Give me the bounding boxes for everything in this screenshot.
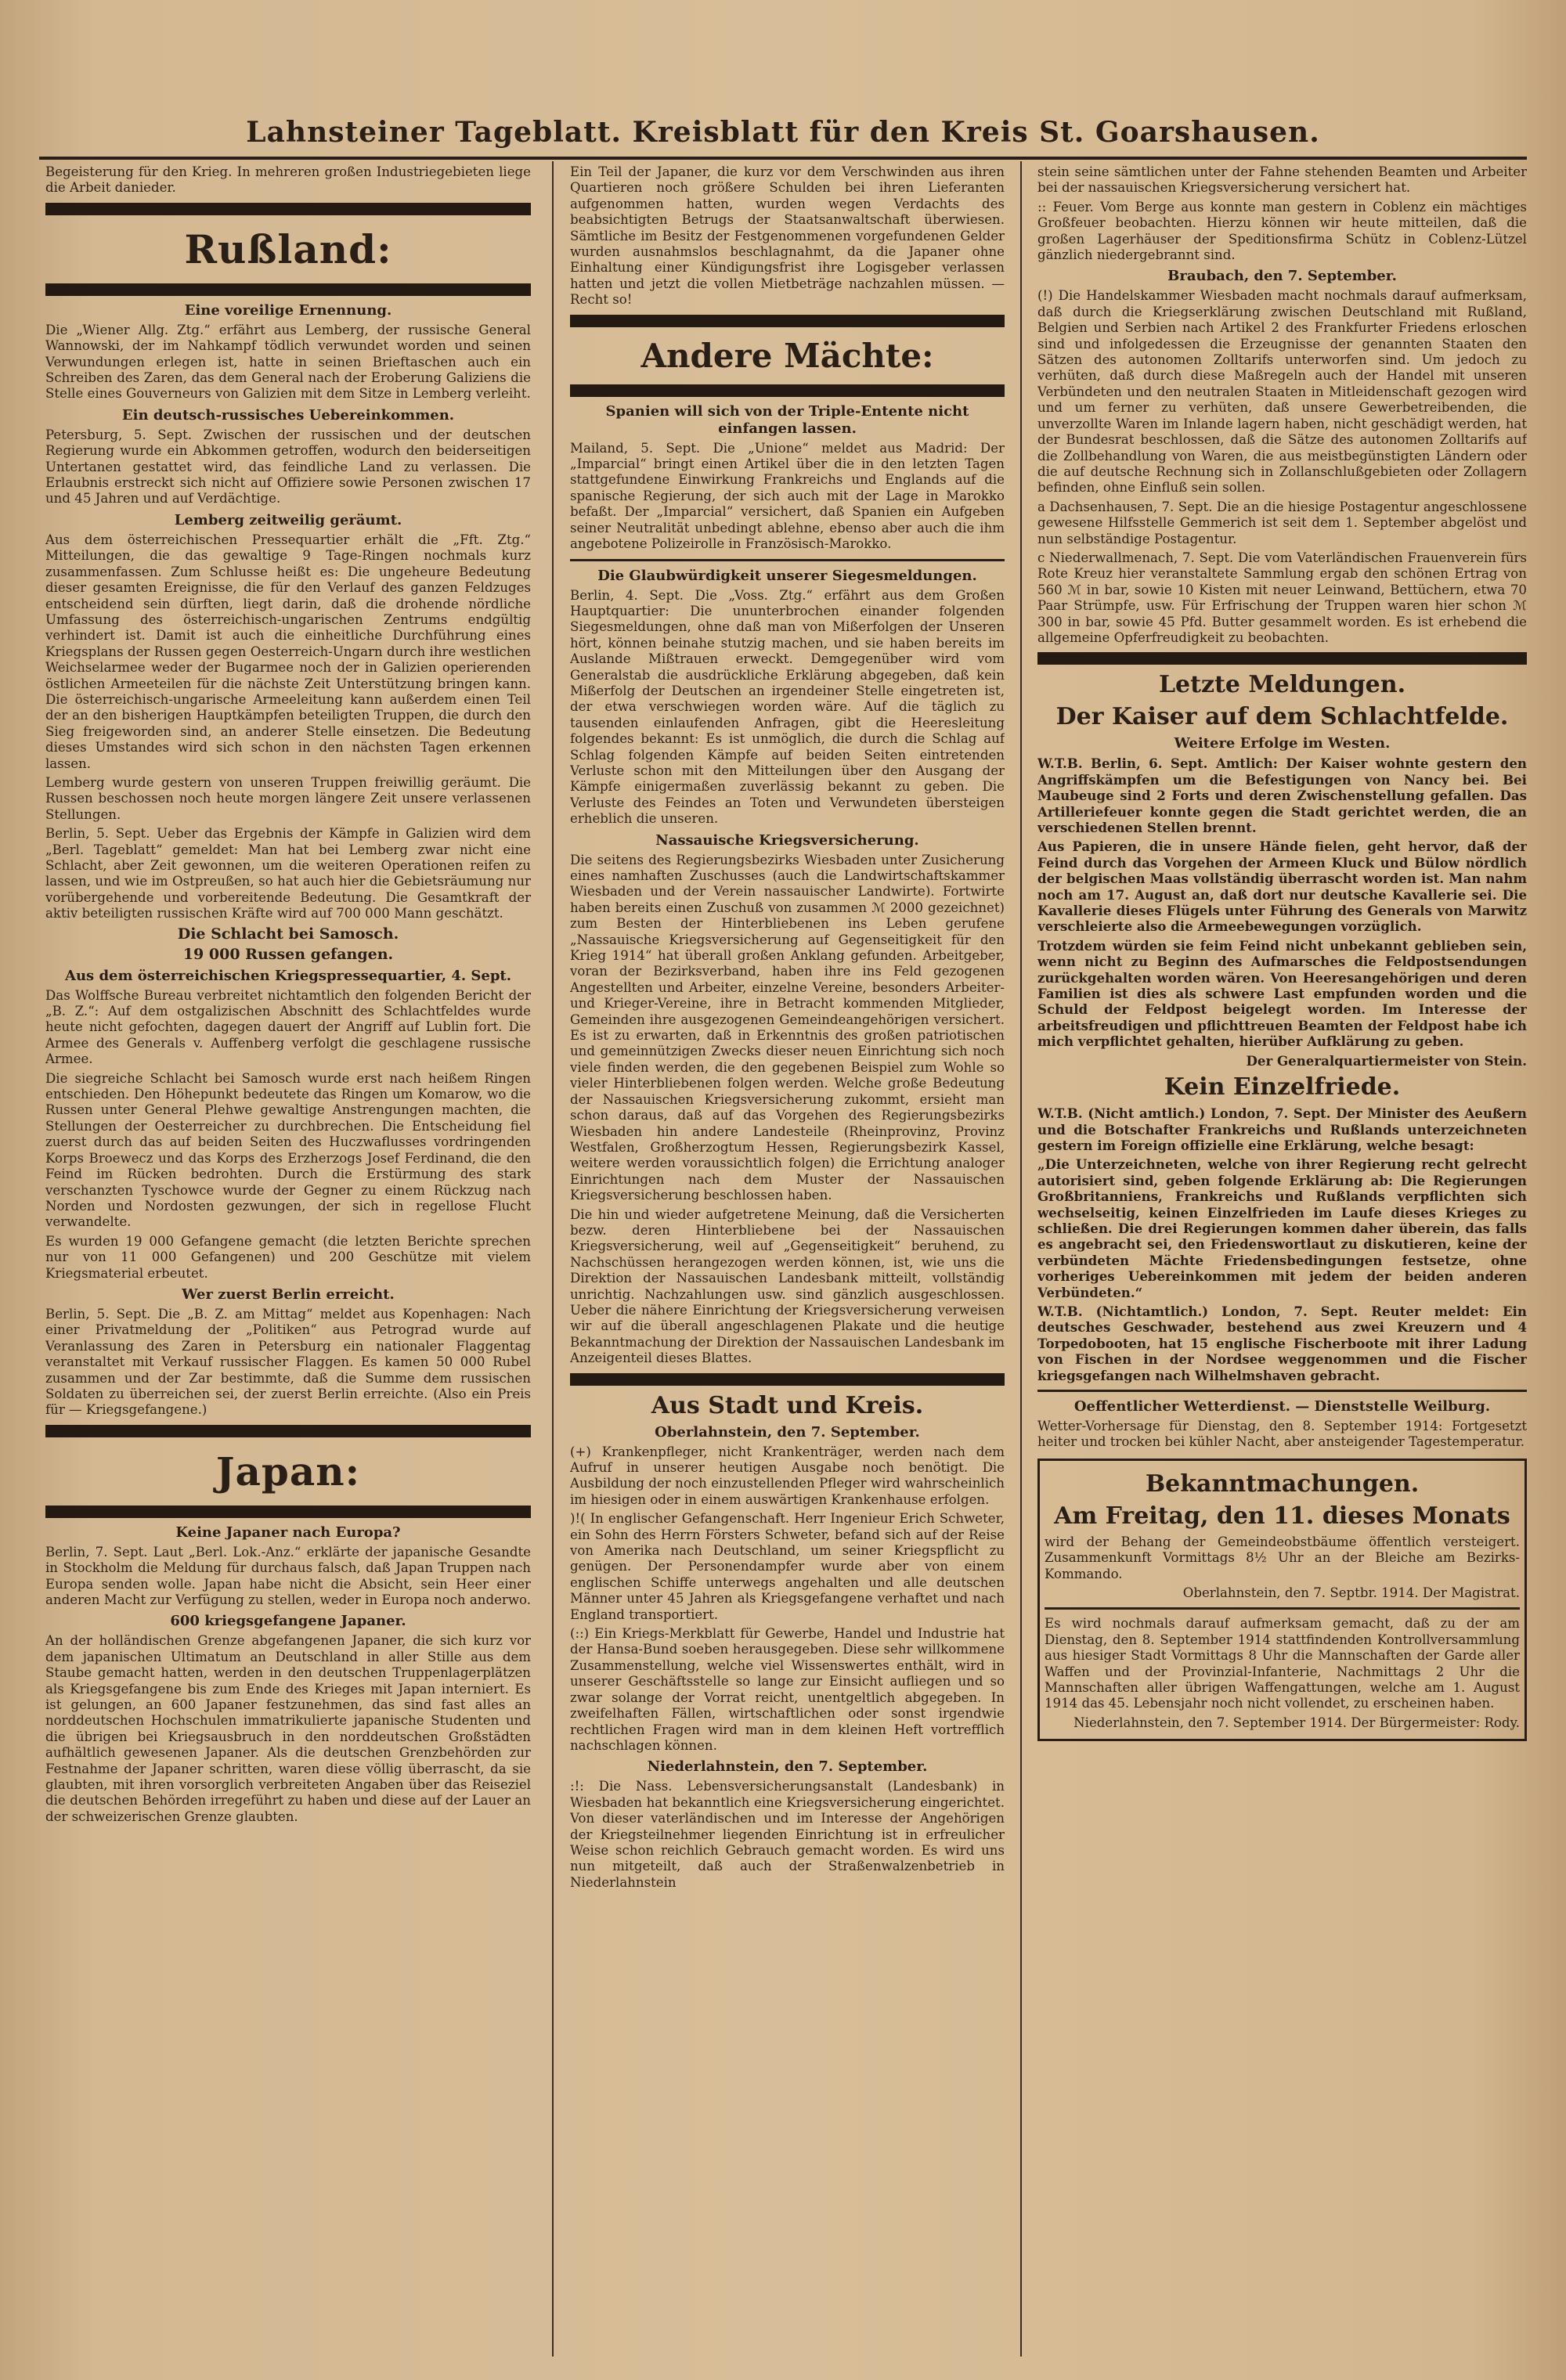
paragraph: wird der Behang der Gemeindeobstbäume öffentlich versteigert. Zusammenkunft Vormittags 8½ Uhr an der Bleiche am Bezirks-Kommando. [1045,1534,1520,1581]
paragraph: Trotzdem würden sie feim Feind nicht unbekannt geblieben sein, wenn nicht zu Beginn des Aufmarsches die Feldpostsendungen zurückgehalten worden wären. Von Heeresangehörigen und deren Familien ist dies als schwere Last empfunden worden und die Schuld der Feldpost beigelegt worden. Im Interesse der arbeitsfreudigen und pflichttreuen Beamten der Feldpost habe ich mich verpflichtet gehalten, hierüber Aufklärung zu geben. [1037,937,1527,1050]
paragraph: W.T.B. (Nicht amtlich.) London, 7. Sept. Der Minister des Aeußern und die Botschafter Frankreichs und Rußlands unterzeichneten gestern im Foreign offizielle eine Erklärung, welche besagt: [1037,1105,1527,1153]
section-rule [570,1373,1005,1386]
paragraph: )!( In englischer Gefangenschaft. Herr Ingenieur Erich Schweter, ein Sohn des Herrn Försters Schweter, befand sich auf der Reise von Amerika nach Deutschland, um seiner Kriegspflicht zu genügen. Der Personendampfer wurde aber von einem englischen Schiffe unterwegs angehalten und alle deutschen Männer unter 45 Jahren als Kriegsgefangene verhaftet und nach England transportiert. [570,1511,1005,1622]
article-heading: Oberlahnstein, den 7. September. [655,1423,920,1441]
paragraph: Begeisterung für den Krieg. In mehreren großen Industriegebieten liege die Arbeit danieder. [45,164,531,196]
section-rule [570,315,1005,327]
section-rule [45,1506,531,1518]
column-divider [1020,161,1022,2357]
paragraph: Berlin, 5. Sept. Die „B. Z. am Mittag“ meldet aus Kopenhagen: Nach einer Privatmeldung der „Politiken“ aus Petrograd wurde auf Veranlassung des Zaren in Petersburg ein nationaler Flaggentag veranstaltet mit Verkauf russischer Flaggen. Es kamen 50 000 Rubel zusammen und der Zar bestimmte, daß die Summe dem russischen Soldaten zu überreichen sei, der zuerst Berlin erreichte. (Also ein Preis für — Kriegsgefangene.) [45,1306,531,1418]
bold-article [1037,755,1527,1069]
article-heading: 19 000 Russen gefangen. [182,945,394,963]
paragraph: Das Wolffsche Bureau verbreitet nichtamtlich den folgenden Bericht der „B. Z.“: Auf dem ostgalizischen Abschnitt des Schlachtfeldes wurde heute nicht gefochten, dagegen dauert der Angriff auf Lublin fort. Die Armee des Generals v. Auffenberg verfolgt die geschlagene russische Armee. [45,987,531,1067]
section-rule [45,283,531,296]
article-heading: Wer zuerst Berlin erreicht. [182,1286,395,1303]
paragraph: Aus Papieren, die in unsere Hände fielen, geht hervor, daß der Feind durch das Vorgehen der Armeen Kluck und Bülow nördlich der belgischen Maas vollständig überrascht worden ist. Man nahm noch am 17. August an, daß dort nur deutsche Kavallerie sei. Die Kavallerie dieses Flügels unter Führung des Generals von Marwitz verschleierte also die Armeebewegungen vorzüglich. [1037,838,1527,935]
article-heading: Lemberg zeitweilig geräumt. [174,511,402,528]
article-heading: 600 kriegsgefangene Japaner. [170,1613,406,1630]
paragraph: Die hin und wieder aufgetretene Meinung, daß die Versicherten bezw. deren Hinterbliebene bei der Nassauischen Kriegsversicherung, weil auf „Gegenseitigkeit“ beruhend, zu Nachschüssen herangezogen werden können, ist, wie uns die Direktion der Nassauischen Landesbank mitteilt, vollständig unrichtig. Nachzahlungen usw. sind gänzlich ausgeschlossen. Ueber die nähere Einrichtung der Kriegsversicherung verweisen wir auf die überall angeschlagenen Plakate und die heutige Bekanntmachung der Direktion der Nassauischen Landesbank im Anzeigenteil dieses Blattes. [570,1206,1005,1366]
paragraph: Berlin, 5. Sept. Ueber das Ergebnis der Kämpfe in Galizien wird dem „Berl. Tageblatt“ gemeldet: Man hat bei Lemberg zwar nicht eine Schlacht, aber Zeit gewonnen, um die weiteren Operationen reifen zu lassen, und wie im Ostpreußen, so hat auch hier die Gebietsräumung nur vorübergehende und vorbereitende Bedeutung. Die Gesamtkraft der aktiv beteiligten russischen Kräfte wird auf 700 000 Mann geschätzt. [45,826,531,921]
section-heading: Der Kaiser auf dem Schlachtfelde. [1055,703,1509,731]
notices-box [1037,1459,1527,1741]
paragraph: :: Feuer. Vom Berge aus konnte man gestern in Coblenz ein mächtiges Großfeuer beobachten. Hierzu können wir heute mitteilen, daß die großen Lagerhäuser der Speditionsfirma Schütz in Coblenz-Lützel gänzlich niedergebrannt sind. [1037,199,1527,263]
paragraph: Die seitens des Regierungsbezirks Wiesbaden unter Zusicherung eines namhaften Zuschusses (auch die Landwirtschaftskammer Wiesbaden und der Verein nassauischer Landwirte). Fortwirte haben bereits einen Zuschuß von zusammen ℳ 2000 gezeichnet) zum Besten der Hinterbliebenen ins Leben gerufene „Nassauische Kriegsversicherung auf Gegenseitigkeit für den Krieg 1914“ hat überall großen Anklang gefunden. Arbeitgeber, voran der Bezirksverband, haben ihre ins Feld gezogenen Angestellten und Arbeiter, einzelne Vereine, besonders Arbeiter- und Krieger-Vereine, ihre in Betracht kommenden Mitglieder, Gemeinden ihre ausgezogenen Gemeindeangehörigen versichert. Es ist zu erwarten, daß in Erkenntnis des großen patriotischen und gemeinnützigen Zwecks dieser neuen Einrichtung sich noch viele finden werden, die den gegebenen Beispiel zum Wohle so vieler Hinterbliebenen folgen werden. Welche große Bedeutung der Nassauischen Kriegsversicherung zukommt, ersieht man schon daraus, daß auf das Vorgehen des Regierungsbezirks Wiesbaden hin andere Landesteile (Rheinprovinz, Provinz Westfalen, Großherzogtum Hessen, Regierungsbezirk Kassel, weitere werden voraussichtlich folgen) die Errichtung analoger Einrichtungen nach dem Muster der Nassauischen Kriegsversicherung beschlossen haben. [570,852,1005,1203]
paragraph: Es wurden 19 000 Gefangene gemacht (die letzten Berichte sprechen nur von 11 000 Gefangenen) und 200 Geschütze mit vielem Kriegsmaterial erbeutet. [45,1233,531,1281]
paragraph: W.T.B. Berlin, 6. Sept. Amtlich: Der Kaiser wohnte gestern den Angriffskämpfen um die Befestigungen von Nancy bei. Bei Maubeuge sind 2 Forts und deren Zwischenstellung gefallen. Das Artilleriefeuer konnte gegen die Stadt gerichtet werden, die an verschiedenen Stellen brennt. [1037,755,1527,835]
article-heading: Eine voreilige Ernennung. [184,301,392,319]
article-heading: Die Glaubwürdigkeit unserer Siegesmeldungen. [597,567,977,584]
paragraph: (!) Die Handelskammer Wiesbaden macht nochmals darauf aufmerksam, daß durch die Kriegserklärung zwischen Deutschland mit Rußland, Belgien und Serbien nach Artikel 2 des Frankfurter Friedens erloschen sind und infolgedessen die Erzeugnisse der genannten Staaten den Sätzen des autonomen Zolltarifs unterworfen sind. Um jedoch zu verhüten, daß durch diese Maßregeln auch der Handel mit unseren Verbündeten und den neutralen Staaten in Mitleidenschaft gezogen wird und um ferner zu verhüten, daß unsere Gewerbetreibenden, die unverzollte Waren im Inlande lagern haben, nicht geschädigt werden, hat der Bundesrat beschlossen, daß die Sätze des autonomen Zolltarifs auf die Zollbehandlung von Waren, die aus meistbegünstigten Ländern oder die auf deutsche Rechnung sich in Zollanschlußgebieten oder Zollagern befinden, ohne Einfluß sein sollen. [1037,288,1527,496]
paragraph: Berlin, 7. Sept. Laut „Berl. Lok.-Anz.“ erklärte der japanische Gesandte in Stockholm die Meldung für durchaus falsch, daß Japan Truppen nach Europa senden wolle. Japan habe nicht die Absicht, sein Heer einer anderen Macht zur Verfügung zu stellen, weder in Europa noch anderwo. [45,1544,531,1607]
paragraph: Ein Teil der Japaner, die kurz vor dem Verschwinden aus ihren Quartieren noch größere Schulden bei ihren Lieferanten aufgenommen hatten, wurden wegen Verdachts des beabsichtigten Betrugs der Staatsanwaltschaft überwiesen. Sämtliche im Besitz der Festgenommenen vorgefundenen Gelder wurden ausnahmslos beschlagnahmt, da die Japaner ohne Einhaltung einer Kündigungsfrist ihre Logisgeber verlassen hatten und jetzt die vollen Mietbeträge nachzahlen müssen. — Recht so! [570,164,1005,308]
section-rule [1037,652,1527,665]
paragraph: An der holländischen Grenze abgefangenen Japaner, die sich kurz vor dem japanischen Ultimatum an Deutschland in aller Stille aus dem Staube gemacht hatten, werden in den deutschen Truppenlagerplätzen als Kriegsgefangene bis zum Ende des Krieges mit Japan interniert. Es ist gelungen, an 600 Japaner festzunehmen, das sind fast alles an norddeutschen Hochschulen immatrikulierte japanische Studenten und die übrigen bei Kriegsausbruch in den norddeutschen Großstädten aufhältlich gewesenen Japaner. Als die deutschen Grenzbehörden zur Festnahme der Japaner schritten, waren diese völlig überrascht, da sie glaubten, mit ihren vorsorglich verbreiteten Angaben über das Reiseziel die deutschen Behörden irregeführt zu haben und diese auf der Lauer an der schweizerischen Grenze glaubten. [45,1633,531,1824]
article-heading: Spanien will sich von der Triple-Entente nicht einfangen lassen. [605,402,969,437]
paragraph: stein seine sämtlichen unter der Fahne stehenden Beamten und Arbeiter bei der nassauischen Kriegsversicherung versichert hat. [1037,164,1527,196]
article-heading: Weitere Erfolge im Westen. [1174,735,1391,752]
section-heading: Rußland: [184,225,392,272]
article-heading: Aus dem österreichischen Kriegspressequartier, 4. Sept. [64,967,512,984]
article-heading: Oeffentlicher Wetterdienst. — Dienststelle Weilburg. [1073,1398,1491,1415]
section-heading: Letzte Meldungen. [1158,671,1406,699]
column-2 [570,164,1005,2357]
paragraph: Berlin, 4. Sept. Die „Voss. Ztg.“ erfährt aus dem Großen Hauptquartier: Die ununterbrochen einander folgenden Siegesmeldungen, ohne daß man von Mißerfolgen der Unseren hört, können beinahe stutzig machen, und sie haben bereits im Auslande Mißtrauen erweckt. Demgegenüber wird vom Generalstab die ausdrückliche Erklärung abgegeben, daß kein Mißerfolg der Deutschen an irgendeiner Stelle eingetreten ist, der etwa verschwiegen worden wäre. Auf die täglich zu tausenden einlaufenden Anfragen, gibt die Heeresleitung folgendes bekannt: Es ist unmöglich, die durch die Schlag auf Schlag folgenden Kämpfe auf beiden Seiten eintretenden Verluste schon mit den Mitteilungen über den Ausgang der Kämpfe einigermaßen zuverlässig bekannt zu geben. Die Verluste des Feindes an Toten und Verwundeten übersteigen erheblich die unseren. [570,587,1005,827]
section-rule [45,203,531,215]
paragraph: (::) Ein Kriegs-Merkblatt für Gewerbe, Handel und Industrie hat der Hansa-Bund soeben herausgegeben. Diese sehr willkommene Zusammenstellung, welche viel Wissenswertes enthält, wird in unserer Geschäftsstelle so lange zur Einsicht aufliegen und so zwar solange der Vorrat reicht, unentgeltlich abgegeben. In zweifelhaften Fällen, wirtschaftlichen oder sonst irgendwie rechtlichen Fragen wird man in dem kleinen Heft vortrefflich nachschlagen können. [570,1626,1005,1753]
section-rule [45,1425,531,1437]
rule [570,559,1005,561]
section-heading: Kein Einzelfriede. [1164,1073,1401,1102]
masthead-rule [39,157,1527,160]
column-1 [45,164,531,2357]
rule [1037,1390,1527,1392]
notice-heading: Am Freitag, den 11. dieses Monats [1054,1502,1510,1530]
signature: Der Generalquartiermeister von Stein. [1246,1052,1527,1069]
section-heading: Aus Stadt und Kreis. [651,1391,924,1419]
paragraph: Die siegreiche Schlacht bei Samosch wurde erst nach heißem Ringen entschieden. Den Höhepunkt bedeutete das Ringen um Komarow, wo die Russen unter General Plehwe gewaltige Anstrengungen machten, die Stellungen der Oesterreicher zu durchbrechen. Die Entscheidung fiel zuerst durch das auf beiden Seiten des Huczwaflusses vordringenden Korps Broewecz und das Korps des Erzherzogs Josef Ferdinand, die den Feind im Rücken bedrohten. Durch die Erstürmung des stark verschanzten Tyschowce wurde der Gegner zu einem Rückzug nach Norden und Nordosten gezwungen, der sich in regellose Flucht verwandelte. [45,1070,531,1230]
signature: Oberlahnstein, den 7. Septbr. 1914. Der Magistrat. [1182,1585,1520,1601]
paragraph: c Niederwallmenach, 7. Sept. Die vom Vaterländischen Frauenverein fürs Rote Kreuz hier veranstaltete Sammlung ergab den schönen Ertrag von 560 ℳ in bar, sowie 10 Kisten mit neuer Leinwand, Bettüchern, etwa 70 Paar Strümpfe, usw. Für Erfrischung der Truppen waren hier schon ℳ 300 in bar, sowie 45 Pfd. Butter gesammelt worden. Es ist erhebend die allgemeine Opferfreudigkeit zu beobachten. [1037,550,1527,645]
paragraph: Die „Wiener Allg. Ztg.“ erfährt aus Lemberg, der russische General Wannowski, der im Nahkampf tödlich verwundet worden und seinen Verwundungen erlegen ist, hatte in seinen Brieftaschen auch ein Schreiben des Zaren, das dem General nach der Eroberung Galiziens die Stelle eines Gouverneurs von Galizien mit dem Sitze in Lemberg verleiht. [45,322,531,402]
bold-article [1037,1105,1527,1383]
paragraph: Wetter-Vorhersage für Dienstag, den 8. September 1914: Fortgesetzt heiter und trocken bei kühler Nacht, aber ansteigender Tagestemperatur. [1037,1419,1527,1450]
paragraph: „Die Unterzeichneten, welche von ihrer Regierung recht gelrecht autorisiert sind, geben folgende Erklärung ab: Die Regierungen Großbritanniens, Frankreichs und Rußlands verpflichten sich wechselseitig, keinen Einzelfrieden im Laufe dieses Krieges zu schließen. Die drei Regierungen kommen daher überein, das falls es angebracht sei, den Friedenswortlaut zu diskutieren, keine der verbündeten Mächte Friedensbedingungen festsetze, ohne vorheriges Uebereinkommen mit jedem der beiden anderen Verbündeten.“ [1037,1156,1527,1300]
section-heading: Bekanntmachungen. [1145,1469,1420,1498]
paragraph: W.T.B. (Nichtamtlich.) London, 7. Sept. Reuter meldet: Ein deutsches Geschwader, bestehend aus zwei Kreuzern und 4 Torpedobooten, hat 15 englische Fischerboote mit ihrer Ladung von Fischen in der Nordsee weggenommen und die Fischer kriegsgefangen nach Wilhelmshaven gebracht. [1037,1303,1527,1383]
section-heading: Andere Mächte: [640,336,934,375]
article-heading: Nassauische Kriegsversicherung. [655,831,919,849]
article-heading: Ein deutsch-russisches Uebereinkommen. [121,406,455,424]
article-heading: Keine Japaner nach Europa? [175,1524,401,1541]
signature: Niederlahnstein, den 7. September 1914. Der Bürgermeister: Rody. [1073,1715,1520,1730]
article-heading: Die Schlacht bei Samosch. [177,925,399,943]
paragraph: (+) Krankenpfleger, nicht Krankenträger, werden nach dem Aufruf in unserer heutigen Ausgabe noch benötigt. Die Ausbildung der noch einzustellenden Pfleger wird wahrscheinlich im hiesigen oder in einem auswärtigen Krankenhause erfolgen. [570,1444,1005,1507]
section-rule [570,384,1005,397]
paragraph: Mailand, 5. Sept. Die „Unione“ meldet aus Madrid: Der „Imparcial“ bringt einen Artikel über die in den letzten Tagen stattgefundene Einwirkung Frankreichs und Englands auf die spanische Regierung, der sich auch mit der Lage in Marokko befaßt. Der „Imparcial“ versichert, daß Spanien ein Aufgeben seiner Neutralität unbedingt ablehne, ebenso aber auch die ihm angebotene Polizeirolle in Französisch-Marokko. [570,440,1005,552]
rule [1045,1607,1520,1610]
paragraph: Lemberg wurde gestern von unseren Truppen freiwillig geräumt. Die Russen beschossen noch heute morgen längere Zeit unsere verlassenen Stellungen. [45,774,531,822]
paragraph: Aus dem österreichischen Pressequartier erhält die „Fft. Ztg.“ Mitteilungen, die das gewaltige 9 Tage-Ringen nochmals kurz zusammenfassen. Zum Schlusse heißt es: Die ungeheure Bedeutung dieser gesamten Ereignisse, die für den Verlauf des ganzen Feldzuges entscheidend sein dürften, liegt darin, daß die drohende nördliche Umfassung des österreichisch-ungarischen Zentrums endgültig verhindert ist. Damit ist auch die einheitliche Durchführung eines Kriegsplans der Russen gegen Oesterreich-Ungarn durch ihre westlichen Weichselarmee weder der Bugarmee noch der in Galizien operierenden östlichen Armeeteilen für die nächste Zeit Unterstützung bringen kann. Die österreichisch-ungarische Armeeleitung kann außerdem einen Teil der an den bisherigen Hauptkämpfen beteiligten Truppen, die durch den Sieg freigeworden sind, an anderer Stelle einsetzen. Die Bedeutung dieses Umstandes wird sich schon in den nächsten Tagen erkennen lassen. [45,532,531,771]
article-heading: Braubach, den 7. September. [1167,268,1397,285]
column-divider [552,161,554,2357]
paragraph: Es wird nochmals darauf aufmerksam gemacht, daß zu der am Dienstag, den 8. September 1914 stattfindenden Kontrollversammlung aus hiesiger Stadt Vormittags 8 Uhr die Mannschaften der Garde aller Waffen und der Provinzial-Infanterie, Nachmittags 2 Uhr die Mannschaften aller übrigen Waffengattungen, welche am 1. August 1914 das 45. Lebensjahr noch nicht vollendet, zu erscheinen haben. [1045,1616,1520,1711]
article-heading: Niederlahnstein, den 7. September. [647,1758,928,1776]
section-heading: Japan: [215,1448,361,1495]
paragraph: a Dachsenhausen, 7. Sept. Die an die hiesige Postagentur angeschlossene gewesene Hilfsstelle Gemmerich ist seit dem 1. September abgelöst und nun selbständige Postagentur. [1037,499,1527,546]
paragraph: Petersburg, 5. Sept. Zwischen der russischen und der deutschen Regierung wurde ein Abkommen getroffen, wodurch den beiderseitigen Untertanen gestattet wird, das feindliche Land zu verlassen. Die Erlaubnis erstreckt sich nicht auf Offiziere sowie Personen zwischen 17 und 45 Jahren und auf Verdächtige. [45,427,531,507]
column-3 [1037,164,1527,2357]
paragraph: :!: Die Nass. Lebensversicherungsanstalt (Landesbank) in Wiesbaden hat bekanntlich eine Kriegsversicherung eingerichtet. Von dieser vaterländischen und im Interesse der Angehörigen der Kriegsteilnehmer liegenden Einrichtung ist in erfreulicher Weise schon reichlich Gebrauch gemacht worden. Es wird uns nun mitgeteilt, daß auch der Straßenwalzenbetrieb in Niederlahnstein [570,1779,1005,1890]
masthead: Lahnsteiner Tageblatt. Kreisblatt für den Kreis St. Goarshausen. [246,116,1320,149]
